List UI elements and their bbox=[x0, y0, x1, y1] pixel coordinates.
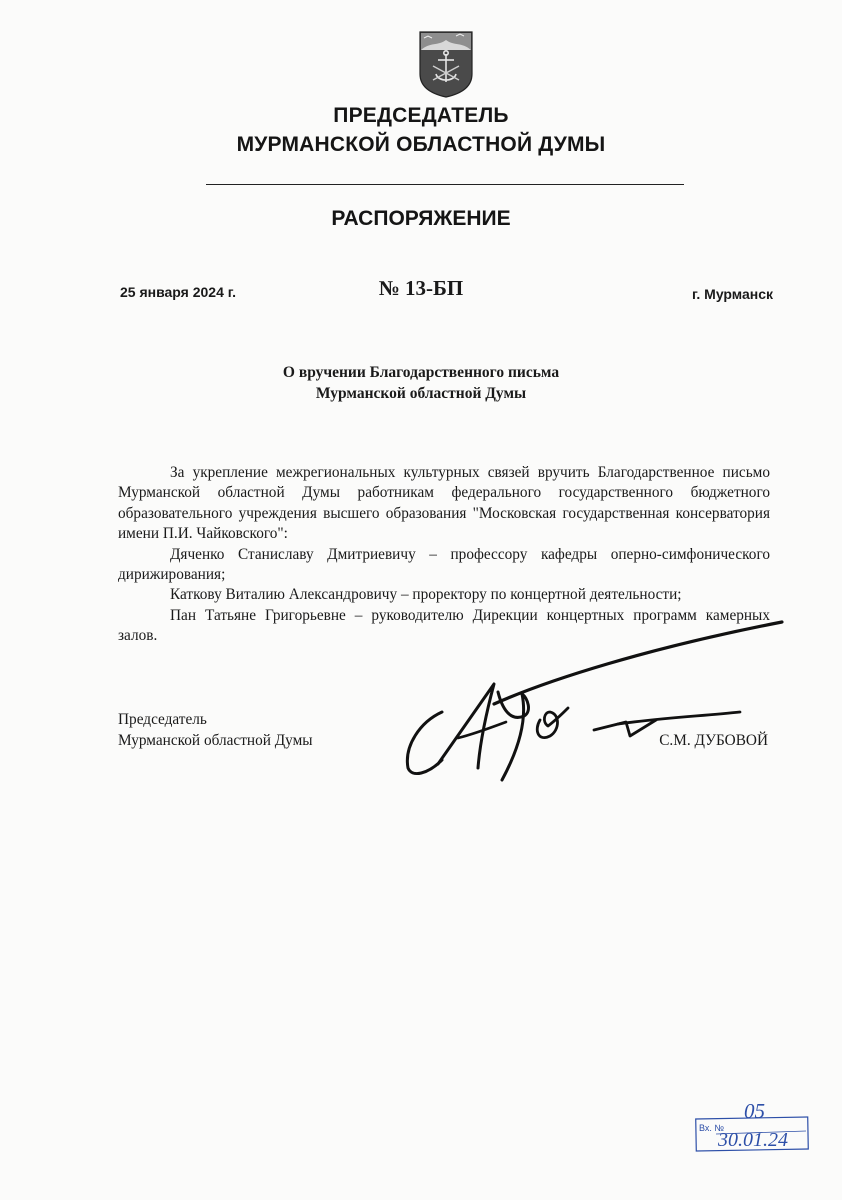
murmansk-coat-of-arms-icon bbox=[416, 30, 476, 98]
body-paragraph: Дяченко Станиславу Дмитриевичу – профессору кафедры оперно-симфонического дирижирования; bbox=[118, 545, 770, 584]
subject-line1: О вручении Благодарственного письма bbox=[282, 364, 560, 381]
document-city: г. Мурманск bbox=[691, 286, 773, 302]
document-number: № 13-БП bbox=[378, 276, 464, 300]
body-paragraph: Пан Татьяне Григорьевне – руководителю Дирекции концертных программ камерных залов. bbox=[118, 606, 770, 645]
document-type: РАСПОРЯЖЕНИЕ bbox=[331, 207, 511, 230]
subject-line2: Мурманской областной Думы bbox=[315, 385, 527, 402]
header-divider bbox=[206, 184, 684, 185]
stamp-number: 05 bbox=[744, 1099, 765, 1123]
signatory-title-line1: Председатель bbox=[118, 711, 207, 728]
document-date: 25 января 2024 г. bbox=[120, 284, 237, 300]
stamp-label: Вх. № bbox=[699, 1123, 725, 1133]
header-title-line1: ПРЕДСЕДАТЕЛЬ bbox=[333, 104, 509, 127]
header-title-line2: МУРМАНСКОЙ ОБЛАСТНОЙ ДУМЫ bbox=[236, 133, 606, 156]
stamp-date: 30.01.24 bbox=[718, 1129, 788, 1151]
body-paragraph: Каткову Виталию Александровичу – проректору по концертной деятельности; bbox=[170, 586, 682, 604]
handwritten-signature bbox=[398, 618, 790, 790]
incoming-registration-stamp bbox=[694, 1098, 814, 1154]
body-paragraph: За укрепление межрегиональных культурных связей вручить Благодарственное письмо Мурманской областной Думы работникам федерального государственного бюджетного образовательного учреждения высшего образования "Московская государственная консерватория имени П.И. Чайковского": bbox=[118, 464, 770, 543]
signatory-title-line2: Мурманской областной Думы bbox=[118, 732, 313, 749]
signatory-name: С.М. ДУБОВОЙ bbox=[659, 732, 768, 749]
